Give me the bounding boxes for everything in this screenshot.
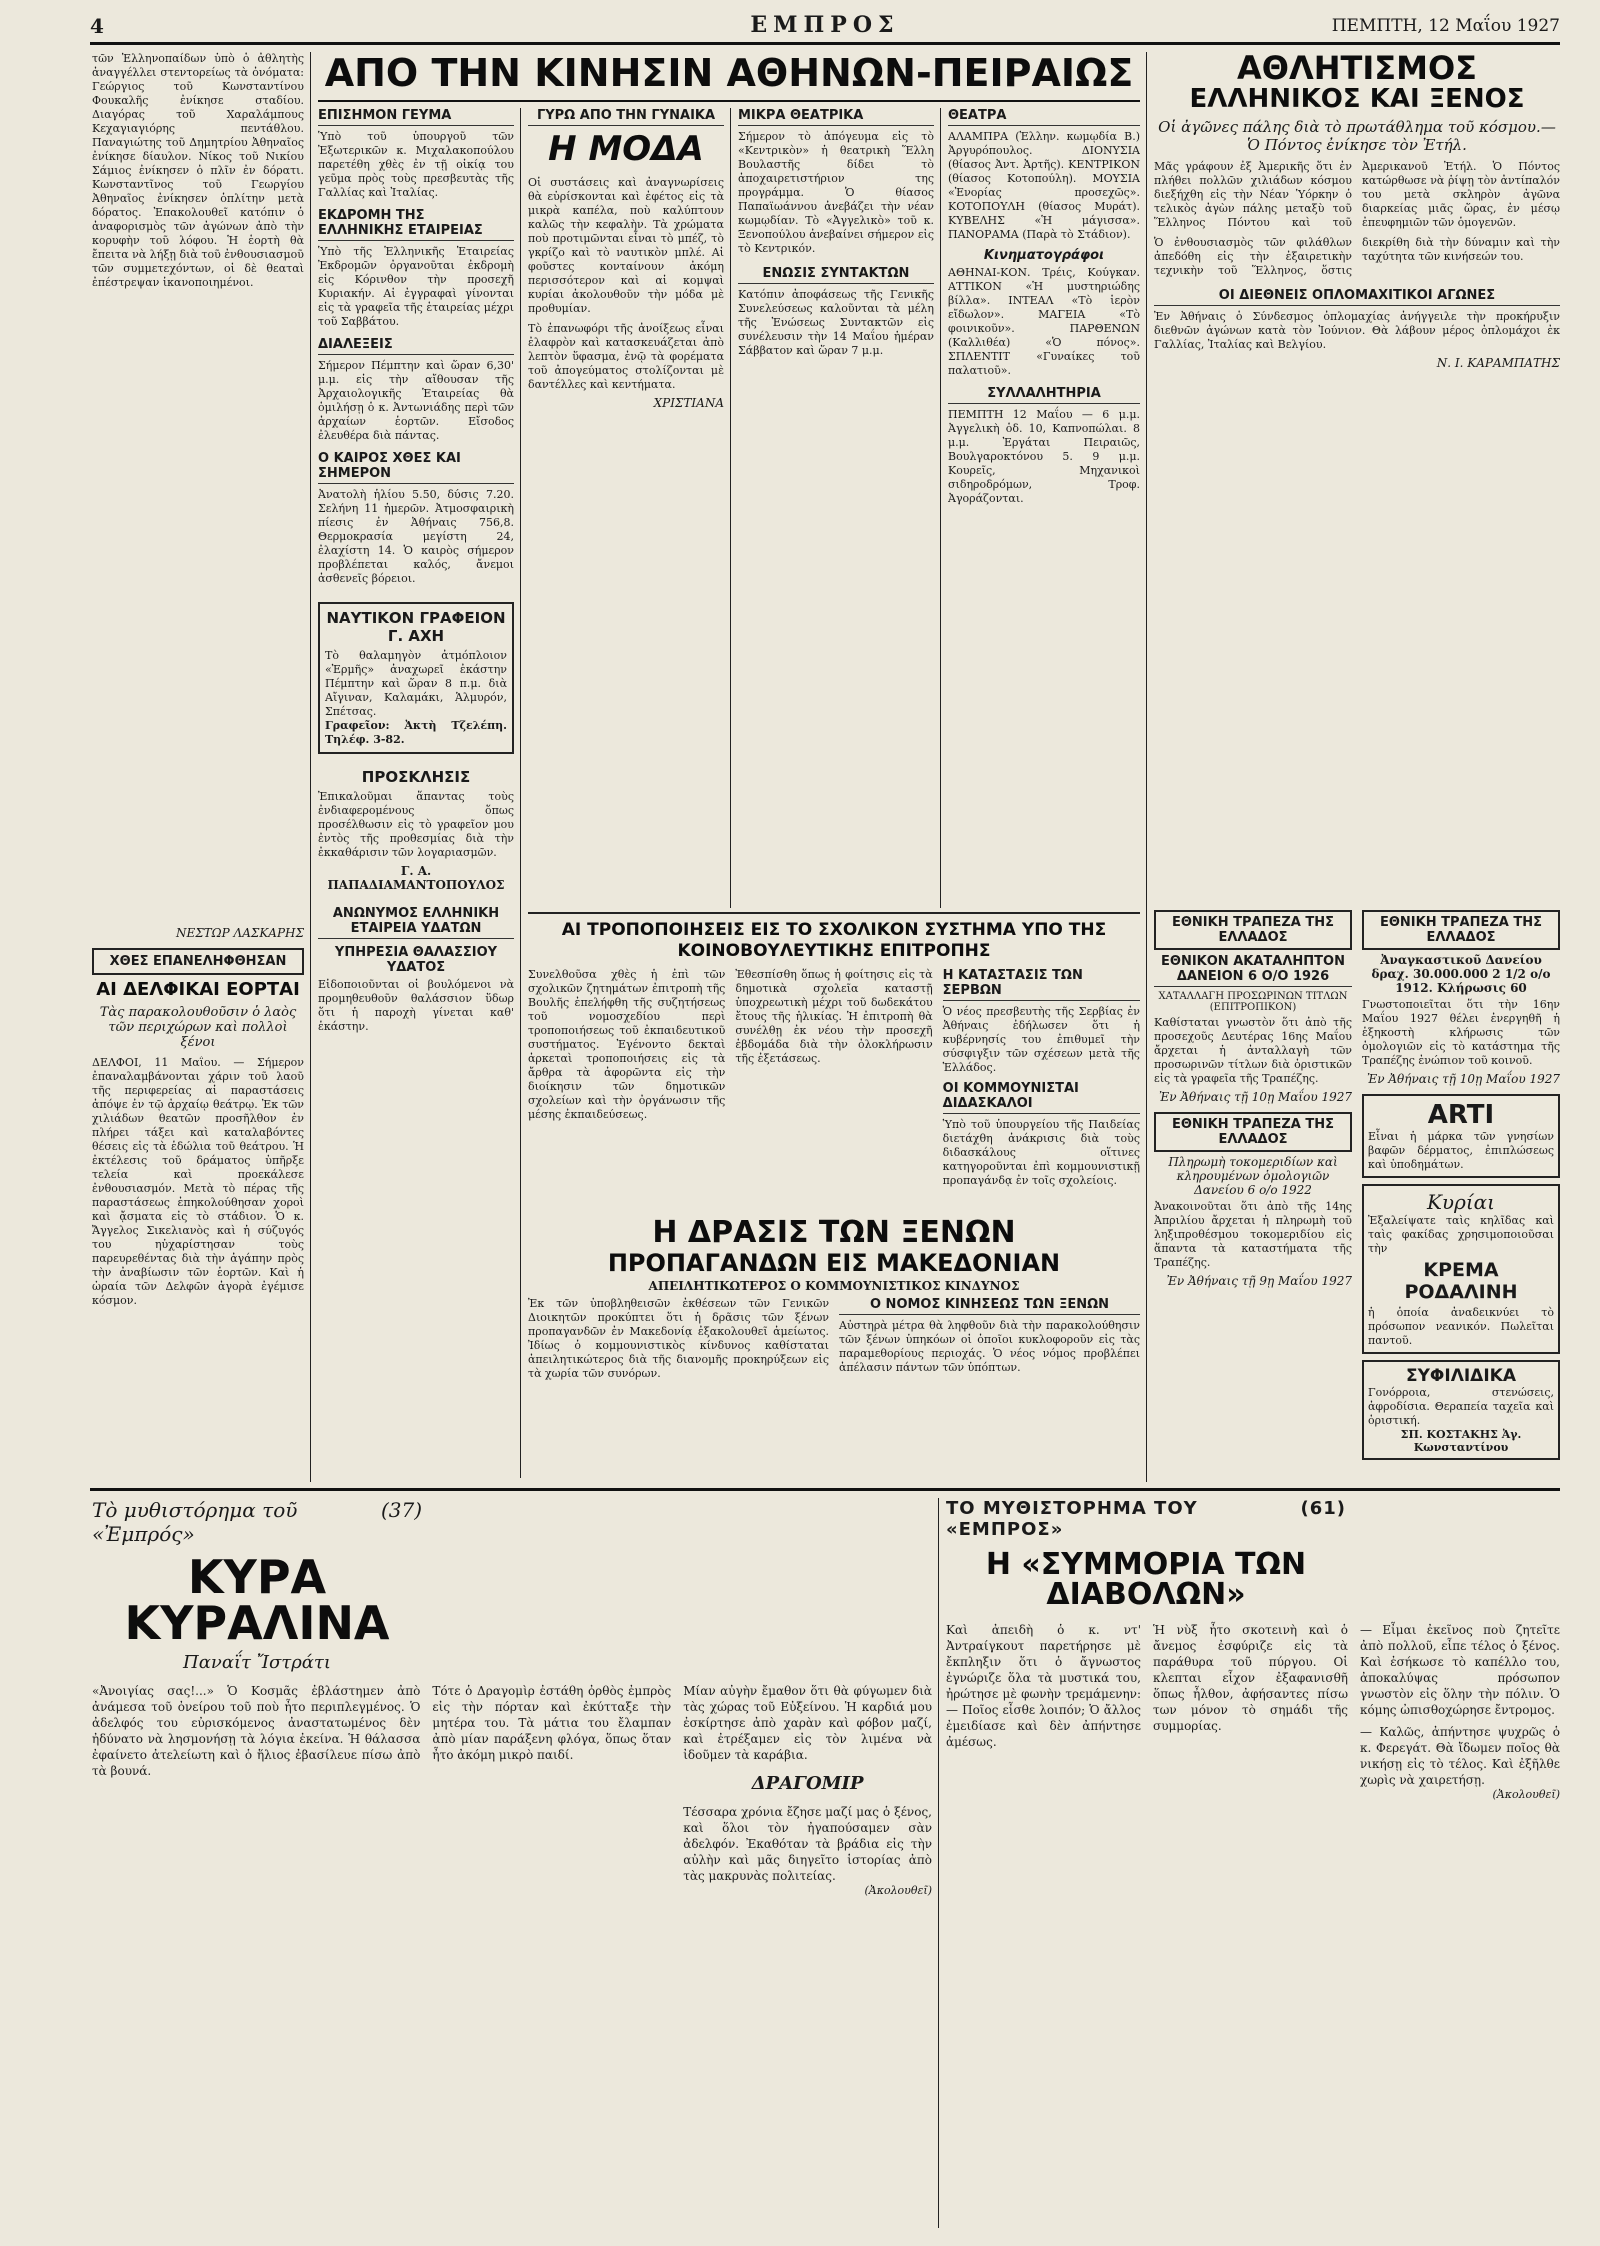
teachers-headline: ΟΙ ΚΟΜΜΟΥΝΙΣΤΑΙ ΔΙΔΑΣΚΑΛΟΙ <box>943 1081 1140 1114</box>
column-divider <box>940 108 941 908</box>
kyriai-headline: Κυρίαι <box>1426 1190 1496 1214</box>
committee-banner: ΑΙ ΤΡΟΠΟΠΟΙΗΣΕΙΣ ΕΙΣ ΤΟ ΣΧΟΛΙΚΟΝ ΣΥΣΤΗΜΑ ΥΠΟ ΤΗΣ ΚΟΙΝΟΒΟΥΛΕΥΤΙΚΗΣ ΕΠΙΤΡΟΠΗΣ <box>561 920 1107 961</box>
propaganda-body <box>528 1297 1140 1381</box>
fashion-signature: ΧΡΙΣΤΙΑΝΑ <box>653 396 724 410</box>
invite-headline: ΠΡΟΣΚΛΗΣΙΣ <box>361 768 471 786</box>
column-divider <box>310 52 311 1482</box>
serial-1-text-3: Μίαν αὐγὴν ἔμαθον ὅτι θὰ φύγωμεν διὰ τὰς χώρας τοῦ Εὐξείνου. Ἡ καρδιά μου ἐσκίρτησε ἀπὸ χαρὰν καὶ φόβον μαζί, καὶ ἐτρέξαμεν εἰς τὸν λιμένα νὰ ἰδοῦμεν τὰ καράβια. <box>683 1684 932 1762</box>
propaganda-banner: Η ΔΡΑΣΙΣ ΤΩΝ ΞΕΝΩΝ <box>652 1218 1016 1250</box>
section-divider <box>528 912 1140 914</box>
bank-subheadline-1: ΕΘΝΙΚΟΝ ΑΚΑΤΑΛΗΠΤΟΝ ΔΑΝΕΙΟΝ 6 Ο/Ο 1926 <box>1154 954 1352 987</box>
main-section-banner: ΑΠΟ ΤΗΝ ΚΙΝΗΣΙΝ ΑΘΗΝΩΝ-ΠΕΙΡΑΙΩΣ <box>318 54 1140 102</box>
column-divider <box>1146 52 1147 1482</box>
text-weather: Ἀνατολὴ ἡλίου 5.50, δύσις 7.20. Σελήνη 11 ἡμερῶν. Ἀτμοσφαιρικὴ πίεσις ἐν Ἀθήναις 756,8. Θερμοκρασία μεγίστη 24, ἐλαχίστη 14. Ὁ καιρὸς σήμερον προβλέπεται καλός, ἄνεμοι ἀσθενεῖς βόρειοι. <box>318 488 514 585</box>
serial-2-col-1 <box>946 1622 1141 1801</box>
serial-1-number: (37) <box>380 1498 422 1522</box>
left-column <box>92 52 304 1482</box>
sports-section <box>1154 52 1560 902</box>
bank-text-2: Ἀνακοινοῦται ὅτι ἀπὸ τῆς 14ης Ἀπριλίου ἄρχεται ἡ πληρωμὴ τοῦ ληξιπροθέσμου τοκομεριδίου εἰς ἅπαντα τὰ καταστήματα τῆς Τραπέζης. <box>1154 1200 1352 1269</box>
serial-1-body <box>92 1683 932 1897</box>
serial-2-col-2 <box>1153 1622 1348 1801</box>
delphi-subheadline: Τὰς παρακολουθοῦσιν ὁ λαὸς τῶν περιχώρων καὶ πολλοὶ ξένοι <box>99 1005 297 1050</box>
theatres-headline: ΘΕΑΤΡΑ <box>948 108 1140 126</box>
nautical-address: Γραφεῖον: Ἀκτὴ Τζελέπη. Τηλέφ. 3-82. <box>325 719 507 746</box>
committee-text-2: Ἐθεσπίσθη ὅπως ἡ φοίτησις εἰς τὰ δημοτικὰ σχολεῖα καταστῇ ὑποχρεωτικὴ μέχρι τοῦ δωδεκάτου ἔτους τῆς ἡλικίας. Ἡ ἐπιτροπὴ θὰ συνέλθῃ ἐκ νέου τὴν προσεχῆ ἑβδομάδα διὰ τὴν ὁλοκλήρωσιν τῆς ἐξετάσεως. <box>735 968 933 1065</box>
propaganda-col-2 <box>839 1297 1140 1381</box>
serial-symmoria <box>946 1498 1560 2228</box>
bank-box-1 <box>1154 910 1352 950</box>
notices-section <box>1154 910 1560 1480</box>
union-headline: ΕΝΩΣΙΣ ΣΥΝΤΑΚΤΩΝ <box>738 266 934 284</box>
bank-subheadline-2: Πληρωμὴ τοκομεριδίων καὶ κληρουμένων ὁμολογιῶν Δανείου 6 ο/ο 1922 <box>1168 1155 1338 1197</box>
serbs-text: Ὁ νέος πρεσβευτὴς τῆς Σερβίας ἐν Ἀθήναις ἐδήλωσεν ὅτι ἡ κυβέρνησίς του ἐπιθυμεῖ τὴν σύσφιγξιν τῶν σχέσεων μετὰ τῆς Ἑλλάδος. <box>942 1005 1140 1074</box>
invite-signature: Γ. Α. ΠΑΠΑΔΙΑΜΑΝΤΟΠΟΥΛΟΣ <box>327 864 505 892</box>
bank-subheadline-1b: ΧΑΤΑΛΛΑΓΗ ΠΡΟΣΩΡΙΝΩΝ ΤΙΤΛΩΝ (ΕΠΙΤΡΟΠΙΚΟΝ) <box>1158 991 1348 1013</box>
syphilis-text: Γονόρροια, στενώσεις, ἀφροδίσια. Θεραπεία ταχεῖα καὶ ὁριστική. <box>1368 1386 1554 1427</box>
serial-2-text-2: Ἡ νὺξ ἦτο σκοτεινὴ καὶ ὁ ἄνεμος ἐσφύριζε εἰς τὰ παράθυρα τοῦ πύργου. Οἱ κλεπται εἶχον ἐξαφανισθῆ ὅπως ἦλθον, ἀφήσαντες πίσω των μόνον τὸ σημάδι τῆς συμμορίας. <box>1153 1623 1348 1733</box>
bank-text-1: Καθίσταται γνωστὸν ὅτι ἀπὸ τῆς προσεχοῦς Δευτέρας 16ης Μαΐου ἄρχεται ἡ ἀνταλλαγὴ τῶν προσωρινῶν τίτλων διὰ ὁριστικῶν εἰς τὰ γραφεῖα τῆς Τραπέζης. <box>1154 1016 1352 1085</box>
serial-1-label: Τὸ μυθιστόρημα τοῦ «Ἐμπρός» <box>92 1498 298 1546</box>
serial-1-text-1: «Ἀνοιγίας σας!...» Ὁ Κοσμᾶς ἐβλάστημεν ἀπὸ ἀνάμεσα τοῦ ὀνείρου τοῦ ποὺ ἦτο περιπλεγμένος. Ὁ ἀδελφός του εὐρισκόμενος ἀναστατωμένος δὲν ἠδύνατο νὰ λησμονήσῃ τὰ λόγια ἐκείνα. Ἡ θάλασσα ἐφαίνετο ἀτελείωτη καὶ ὁ ἥλιος ἐβασίλευε πίσω ἀπὸ τὰ βουνά. <box>92 1684 421 1778</box>
company-headline: ΑΝΩΝΥΜΟΣ ΕΛΛΗΝΙΚΗ ΕΤΑΙΡΕΙΑ ΥΔΑΤΩΝ <box>318 906 514 939</box>
serial-1-chapter-head: ΔΡΑΓΟΜΙΡ <box>751 1773 864 1794</box>
delphi-headline: ΑΙ ΔΕΛΦΙΚΑΙ ΕΟΡΤΑΙ <box>96 979 300 1000</box>
serial-2-text-4: — Καλῶς, ἀπήντησε ψυχρῶς ὁ κ. Φερεγάτ. Θὰ ἴδωμεν ποῖος θὰ νικήσῃ εἰς τὸ τέλος. Καὶ ἐξῆλθε χωρὶς νὰ χαιρετήσῃ. <box>1360 1725 1560 1787</box>
bank-headline-1: ΕΘΝΙΚΗ ΤΡΑΠΕΖΑ ΤΗΣ ΕΛΛΑΔΟΣ <box>1172 915 1334 945</box>
committee-col-2 <box>735 968 932 1188</box>
syphilis-headline: ΣΥΦΙΛΙΔΙΚΑ <box>1406 1366 1516 1386</box>
column-divider <box>938 1498 939 2228</box>
cinemas-headline: Κινηματογράφοι <box>983 248 1105 263</box>
serial-2-text-1: Καὶ ἀπειδὴ ὁ κ. ντ' Ἀντραίγκουτ παρετήρησε μὲ ἔκπληξιν ὅτι ὁ ἄγνωστος ἐγνώριζε ὅλα τὰ μυστικά του, ἠρώτησε μὲ φωνὴν τρεμάμενην: — Ποῖος εἶσθε λοιπόν; Ὁ ἄλλος ἐμειδίασε καὶ δὲν ἀπήντησε ἀμέσως. <box>946 1623 1141 1749</box>
fashion-kicker: ΓΥΡΩ ΑΠΟ ΤΗΝ ΓΥΝΑΙΚΑ <box>528 108 724 126</box>
theatres-text: ΑΛΑΜΠΡΑ (Ἑλλην. κωμῳδία Β.) Ἀργυρόπουλος. ΔΙΟΝΥΣΙΑ (θίασος Ἀντ. Ἀρτῆς). ΚΕΝΤΡΙΚΟΝ (θίασος Κοτοπούλη). ΜΟΥΣΙΑ «Ἐνορίας προσεχῶς». ΚΟΤΟΠΟΥΛΗ (θίασος Μυράτ). ΚΥΒΕΛΗΣ «Ἡ μάγισσα». ΠΑΝΟΡΑΜΑ (Παρὰ τὸ Στάδιον). <box>948 130 1140 241</box>
theatre-news-headline: ΜΙΚΡΑ ΘΕΑΤΡΙΚΑ <box>738 108 934 126</box>
bank-box-3 <box>1362 910 1560 950</box>
notices-left <box>1154 910 1352 1480</box>
sports-signature: Ν. Ι. ΚΑΡΑΜΠΑΤΗΣ <box>1436 356 1560 370</box>
headline-weather: Ο ΚΑΙΡΟΣ ΧΘΕΣ ΚΑΙ ΣΗΜΕΡΟΝ <box>318 451 514 484</box>
serbs-headline: Η ΚΑΤΑΣΤΑΣΙΣ ΤΩΝ ΣΕΡΒΩΝ <box>943 968 1140 1001</box>
column-c <box>738 108 934 908</box>
column-a <box>318 108 514 1478</box>
fashion-text-1: Οἱ συστάσεις καὶ ἀναγνωρίσεις θὰ εὑρίσκονται καὶ ἐφέτος εἰς τὰ μικρὰ καπέλα, ποὺ καλύπτουν καλῶς τὴν κεφαλὴν. Τὰ χρώματα ποὺ προτιμῶνται εἶναι τὸ μπέζ, τὸ γκρίζο καὶ τὸ ναυτικὸν μπλέ. Αἱ φοῦστες κονταίνουν ἀκόμη περισσότερον καὶ αἱ κομψαὶ κυρίαι ἀκολουθοῦν τὴν μόδα μὲ προθυμίαν. <box>528 176 724 315</box>
nautical-headline: ΝΑΥΤΙΚΟΝ ΓΡΑΦΕΙΟΝ Γ. ΑΧΗ <box>326 609 506 645</box>
text-lectures: Σήμερον Πέμπτην καὶ ὥραν 6,30' μ.μ. εἰς τὴν αἴθουσαν τῆς Ἀρχαιολογικῆς Ἑταιρείας θὰ ὁμιλήσῃ ὁ κ. Ἀντωνιάδης περὶ τῶν ἀρχαίων ἑορτῶν. Εἴσοδος ἐλευθέρα διὰ πάντας. <box>318 359 514 442</box>
committee-body <box>528 968 1140 1188</box>
intro-text: τῶν Ἑλληνοπαίδων ὑπὸ ὁ ἀθλητὴς ἀναγγέλλει στεντορείως τὰ ὀνόματα: Γεώργιος τοῦ Κωνσταντίνου Φουκαλῆς ἐνίκησε σταδίου. Διαγόρας τοῦ Χαραλάμπους Κεχαγιαγιόρης πεντάθλου. Παναγιώτης τοῦ Δημητρίου Ἀθηναῖος ἐνίκησε δίαυλον. Νίκος τοῦ Νικίου Σάμιος ἐνίκησεν ὁ πλῖν ἐν δόρατι. Κωνσταντῖνος τοῦ Γεωργίου Ἀθηναῖος ἐνίκησεν ὁπλίτην μετὰ δόρατος. Ἐπακολουθεῖ κατόπιν ὁ ἀναφορισμὸς τῶν ἀγώνων ἀπὸ τὴν κορυφὴν τοῦ λόφου. Ἡ ἑορτὴ θὰ ἔπειτα νὰ λήξῃ διὰ τοῦ ἐνθουσιασμοῦ τῶν συμμετεχόντων, οἱ δὲ θεαταὶ ἐπέστρεψαν ἱκανοποιημένοι. <box>92 52 304 289</box>
serial-1-author: Παναΐτ Ἴστράτι <box>183 1652 331 1673</box>
column-d <box>948 108 1140 908</box>
masthead: ΕΜΠΡΟΣ <box>750 12 900 38</box>
author-signature: ΝΕΣΤΩΡ ΛΑΣΚΑΡΗΣ <box>175 926 304 940</box>
meetings-headline: ΣΥΛΛΑΛΗΤΗΡΙΑ <box>948 386 1140 404</box>
serials-divider <box>90 1488 1560 1491</box>
sports-text-2: Ὁ ἐνθουσιασμὸς τῶν φιλάθλων ἀπεδόθη εἰς τὴν ἐξαιρετικὴν τεχνικὴν τοῦ Ἕλληνος, ὅστις διεκρίθη διὰ τὴν δύναμιν καὶ τὴν ταχύτητα τῶν κινήσεών του. <box>1154 236 1560 277</box>
arti-text: Εἶναι ἡ μάρκα τῶν γνησίων βαφῶν δέρματος, ἐπιπλώσεως καὶ ὑποδημάτων. <box>1368 1130 1554 1171</box>
serial-2-label: ΤΟ ΜΥΘΙΣΤΟΡΗΜΑ ΤΟΥ «ΕΜΠΡΟΣ» <box>946 1498 1198 1540</box>
headline-dinner: ΕΠΙΣΗΜΟΝ ΓΕΥΜΑ <box>318 108 514 126</box>
bank-headline-2: ΕΘΝΙΚΗ ΤΡΑΠΕΖΑ ΤΗΣ ΕΛΛΑΔΟΣ <box>1172 1117 1334 1147</box>
serial-1-closer: (Ἀκολουθεῖ) <box>864 1884 932 1897</box>
text-excursion: Ὑπὸ τῆς Ἑλληνικῆς Ἑταιρείας Ἐκδρομῶν ὀργανοῦται ἐκδρομὴ εἰς Κόρινθον τὴν προσεχῆ Κυριακήν. Αἱ ἐγγραφαὶ γίνονται εἰς τὰ γραφεῖα τῆς ἑταιρείας μέχρι τοῦ Σαββάτου. <box>318 245 514 328</box>
teachers-text: Ὑπὸ τοῦ ὑπουργείου τῆς Παιδείας διετάχθη ἀνάκρισις διὰ τοὺς διδασκάλους οἵτινες κατηγοροῦνται ἐπὶ κομμουνιστικῇ προπαγάνδᾳ ἐν τοῖς σχολείοις. <box>942 1118 1140 1187</box>
invite-text: Ἐπικαλοῦμαι ἅπαντας τοὺς ἐνδιαφερομένους ὅπως προσέλθωσιν εἰς τὸ γραφεῖον μου ἐντὸς τῆς προθεσμίας διὰ τὴν ἐκκαθάρισιν τῶν λογαριασμῶν. <box>318 790 514 859</box>
fencing-headline: ΟΙ ΔΙΕΘΝΕΙΣ ΟΠΛΟΜΑΧΙΤΙΚΟΙ ΑΓΩΝΕΣ <box>1154 288 1560 306</box>
page-header <box>90 12 1560 45</box>
krema-text: ἡ ὁποία ἀναδεικνύει τὸ πρόσωπον νεανικόν. Πωλεῖται παντοῦ. <box>1368 1306 1554 1347</box>
column-divider <box>730 108 731 908</box>
bank-date-2: Ἐν Ἀθήναις τῇ 9ῃ Μαΐου 1927 <box>1166 1274 1352 1288</box>
fashion-text-2: Τὸ ἐπανωφόρι τῆς ἀνοίξεως εἶναι ἐλαφρὸν καὶ κατασκευάζεται ἀπὸ λεπτὸν ὕφασμα, ἐνῷ τὰ φορέματα τοῦ ἀπογεύματος στολίζονται μὲ δαντέλλες καὶ κεντήματα. <box>528 322 724 391</box>
text-dinner: Ὑπὸ τοῦ ὑπουργοῦ τῶν Ἐξωτερικῶν κ. Μιχαλακοπούλου παρετέθη χθὲς ἐν τῇ οἰκίᾳ του γεῦμα πρὸς τοὺς πρεσβευτὰς τῆς Γαλλίας καὶ Ἰταλίας. <box>318 130 514 199</box>
serial-1-col-3 <box>683 1683 932 1897</box>
serial-2-number: (61) <box>1300 1498 1346 1519</box>
sports-banner: ΑΘΛΗΤΙΣΜΟΣ <box>1236 52 1477 87</box>
nautical-ad <box>318 602 514 754</box>
serial-1-col-2 <box>432 1683 671 1897</box>
aliens-law-text: Αὐστηρὰ μέτρα θὰ ληφθοῦν διὰ τὴν παρακολούθησιν τῶν ξένων ὑπηκόων οἱ ὁποῖοι κυκλοφοροῦν εἰς τὰς παραμεθορίους περιοχάς. Ὁ νέος νόμος προβλέπει ἀπέλασιν πάντων τῶν ὑπόπτων. <box>839 1319 1140 1374</box>
committee-col-1 <box>528 968 725 1188</box>
serial-2-label-row <box>946 1498 1346 1540</box>
krema-headline: ΚΡΕΜΑ ΡΟΔΑΛΙΝΗ <box>1404 1259 1518 1303</box>
serial-kyra-kyralina <box>92 1498 932 2228</box>
notices-right <box>1362 910 1560 1480</box>
issue-date: ΠΕΜΠΤΗ, 12 Μαΐου 1927 <box>1331 16 1560 36</box>
sports-text: Μᾶς γράφουν ἐξ Ἀμερικῆς ὅτι ἐν πλήθει πολλῶν χιλιάδων κόσμου διεξήχθη εἰς τὴν Νέαν Ὑόρκην ὁ τελικὸς ἀγὼν πάλης μεταξὺ τοῦ Ἕλληνος Πόντου καὶ τοῦ Ἀμερικανοῦ Ἐτήλ. Ὁ Πόντος κατώρθωσε νὰ ῥίψῃ τὸν ἀντίπαλόν του μετὰ σκληρὸν ἀγῶνα διαρκείας μιᾶς ὥρας, ἐν μέσῳ ἐπευφημιῶν τῶν ὁμογενῶν. <box>1154 160 1560 229</box>
krema-ad <box>1362 1184 1560 1354</box>
serial-2-closer: (Ἀκολουθεῖ) <box>1492 1788 1560 1801</box>
bank-box-2 <box>1154 1112 1352 1152</box>
aliens-law-headline: Ο ΝΟΜΟΣ ΚΙΝΗΣΕΩΣ ΤΩΝ ΞΕΝΩΝ <box>839 1297 1140 1315</box>
company-subheadline: ΥΠΗΡΕΣΙΑ ΘΑΛΑΣΣΙΟΥ ΥΔΑΤΟΣ <box>334 945 498 975</box>
delphi-text: ΔΕΛΦΟΙ, 11 Μαΐου. — Σήμερον ἐπαναλαμβάνονται χάριν τοῦ λαοῦ τῆς περιφερείας αἱ παραστάσεις ἀπόψε ἐν τῷ ἀρχαίῳ θεάτρῳ. Ἐκ τῶν χιλιάδων θεατῶν προσῆλθον ἐν πλήρει τάξει καὶ καταλαβόντες θέσεις εἰς τὰ ἑδώλια τοῦ θεάτρου. Ἡ ἐκτέλεσις τοῦ δράματος ὑπῆρξε τελεία καὶ προεκάλεσε ἐνθουσιασμόν. Μετὰ τὸ πέρας τῆς παραστάσεως ἐπηκολούθησαν χοροὶ καὶ ᾄσματα εἰς τὸ στάδιον. Ὁ κ. Ἄγγελος Σικελιανὸς καὶ ἡ σύζυγός του ηὐχαρίστησαν τοὺς παρευρεθέντας διὰ τὴν ἀγάπην πρὸς τὴν ἀναβίωσιν τῶν ἑορτῶν. Καὶ ἡ ὡραία τῶν Δελφῶν ἀγορὰ ἐγέμισε κόσμον. <box>92 1056 304 1307</box>
fencing-text: Ἐν Ἀθήναις ὁ Σύνδεσμος ὀπλομαχίας ἀνήγγειλε τὴν προκήρυξιν διεθνῶν ἀγώνων κατὰ τὸν Ἰούνιον. Θὰ λάβουν μέρος ὀπλομάχοι ἐκ Γαλλίας, Ἰταλίας καὶ Βελγίου. <box>1154 310 1560 351</box>
arti-ad <box>1362 1094 1560 1178</box>
serial-1-label-row <box>92 1498 422 1546</box>
committee-text-1: Συνελθοῦσα χθὲς ἡ ἐπὶ τῶν σχολικῶν ζητημάτων ἐπιτροπὴ τῆς Βουλῆς ἐπελήφθη τῆς συζητήσεως τοῦ νομοσχεδίου περὶ τροποποιήσεως τοῦ ἐκπαιδευτικοῦ συστήματος. Ἐγένοντο δεκταὶ ἀρκεταὶ τροποποιήσεις εἰς τὰ ἄρθρα τὰ ἀφορῶντα εἰς τὴν διοίκησιν τῶν δημοτικῶν σχολείων καὶ τὴν ὀργάνωσιν τῆς μέσης ἐκπαιδεύσεως. <box>528 968 726 1121</box>
delphi-box <box>92 948 304 975</box>
committee-section <box>528 920 1140 1210</box>
serial-1-text-4: Τέσσαρα χρόνια ἔζησε μαζί μας ὁ ξένος, καὶ ὅλοι τὸν ἠγαπούσαμεν σὰν ἀδελφόν. Ἐκαθόταν τὰ βράδια εἰς τὴν αὐλὴν καὶ μᾶς διηγεῖτο ἱστορίας ἀπὸ τὰς μακρυνὰς πολιτείας. <box>683 1805 932 1883</box>
boxed-headline: ΧΘΕΣ ΕΠΑΝΕΛΗΦΘΗΣΑΝ <box>109 954 287 969</box>
propaganda-subheadline: ΑΠΕΙΛΗΤΙΚΩΤΕΡΟΣ Ο ΚΟΜΜΟΥΝΙΣΤΙΚΟΣ ΚΙΝΔΥΝΟΣ <box>648 1279 1020 1293</box>
bank-text-3: Γνωστοποιεῖται ὅτι τὴν 16ην Μαΐου 1927 θέλει ἐνεργηθῆ ἡ ἑξηκοστὴ κλήρωσις τῶν ὁμολογιῶν εἰς τὸ κατάστημα τῆς Τραπέζης ἐνώπιον τοῦ κοινοῦ. <box>1362 998 1560 1067</box>
serial-2-text-3: — Εἶμαι ἐκεῖνος ποὺ ζητεῖτε ἀπὸ πολλοῦ, εἶπε τέλος ὁ ξένος. Καὶ ἐσήκωσε τὸ καπέλλο του, ἀποκαλύψας πρόσωπον γνωστὸν εἰς ὅλην τὴν πόλιν. Ὁ κόμης ὠπισθοχώρησε ἔντρομος. <box>1360 1623 1560 1717</box>
bank-subheadline-3: Ἀναγκαστικοῦ Δανείου δραχ. 30.000.000 2 1/2 ο/ο 1912. Κλήρωσις 60 <box>1371 953 1551 995</box>
serial-1-title: ΚΥΡΑ ΚΥΡΑΛΙΝΑ <box>124 1550 390 1650</box>
headline-lectures: ΔΙΑΛΕΞΕΙΣ <box>318 337 514 355</box>
cinemas-text: ΑΘΗΝΑΙ-ΚΟΝ. Τρέις, Κούγκαν. ΑΤΤΙΚΟΝ «Ἡ μυστηριώδης βίλλα». ΙΝΤΕΑΛ «Τὸ ἱερὸν εἴδωλον». ΜΑΓΕΙΑ «Τὸ φοινικοῦν». ΠΑΡΘΕΝΩΝ (Καλλιθέα) «Ὁ πόνος». ΣΠΛΕΝΤΙΤ «Γυναίκες τοῦ παλατιοῦ». <box>948 266 1140 377</box>
page-number: 4 <box>90 14 104 38</box>
sports-subheadline: Οἱ ἀγῶνες πάλης διὰ τὸ πρωτάθλημα τοῦ κόσμου.— Ὁ Πόντος ἐνίκησε τὸν Ἐτήλ. <box>1158 118 1556 154</box>
bank-date-1: Ἐν Ἀθήναις τῇ 10ῃ Μαΐου 1927 <box>1159 1090 1352 1104</box>
committee-col-3 <box>943 968 1140 1188</box>
sports-banner-sub: ΕΛΛΗΝΙΚΟΣ ΚΑΙ ΞΕΝΟΣ <box>1189 84 1525 114</box>
syphilis-ad <box>1362 1360 1560 1460</box>
serial-1-col-1 <box>92 1683 420 1897</box>
fashion-banner: Η ΜΟΔΑ <box>548 129 704 169</box>
propaganda-section <box>528 1218 1140 1480</box>
kyriai-text: Ἐξαλείψατε ταὶς κηλῖδας καὶ ταὶς φακίδας χρησιμοποιοῦσαι τὴν <box>1368 1214 1554 1255</box>
propaganda-text-1: Ἐκ τῶν ὑποβληθεισῶν ἐκθέσεων τῶν Γενικῶν Διοικητῶν προκύπτει ὅτι ἡ δρᾶσις τῶν ξένων προπαγανδῶν ἐν Μακεδονίᾳ ἐξακολουθεῖ ἀμείωτος. Ἰδίως ὁ κομμουνιστικὸς κίνδυνος καθίσταται ἀπειλητικώτερος διὰ τῆς διανομῆς προκηρύξεων εἰς τὰ χωρία τῶν συνόρων. <box>528 1297 829 1380</box>
column-divider <box>520 108 521 1478</box>
company-text: Εἰδοποιοῦνται οἱ βουλόμενοι νὰ προμηθευθοῦν θαλάσσιον ὕδωρ ὅτι ἡ παροχὴ γίνεται καθ' ἑκάστην. <box>318 978 514 1033</box>
arti-logo: ARTI <box>1427 1100 1495 1130</box>
nautical-text: Τὸ θαλαμηγὸν ἀτμόπλοιον «Ἑρμῆς» ἀναχωρεῖ ἐκάστην Πέμπτην καὶ ὥραν 8 π.μ. διὰ Αἴγιναν, Καλαμάκι, Ἁλμυρόν, Σπέτσας. <box>325 649 507 718</box>
bank-date-3: Ἐν Ἀθήναις τῇ 10ῃ Μαΐου 1927 <box>1367 1072 1560 1086</box>
headline-excursion: ΕΚΔΡΟΜΗ ΤΗΣ ΕΛΛΗΝΙΚΗΣ ΕΤΑΙΡΕΙΑΣ <box>318 208 514 241</box>
union-text: Κατόπιν ἀποφάσεως τῆς Γενικῆς Συνελεύσεως καλοῦνται τὰ μέλη τῆς Ἑνώσεως Συντακτῶν εἰς συνέλευσιν τὴν 14 Μαΐου ἡμέραν Σάββατον καὶ ὥραν 7 μ.μ. <box>738 288 934 357</box>
bank-headline-3: ΕΘΝΙΚΗ ΤΡΑΠΕΖΑ ΤΗΣ ΕΛΛΑΔΟΣ <box>1380 915 1542 945</box>
serial-2-title: Η «ΣΥΜΜΟΡΙΑ ΤΩΝ ΔΙΑΒΟΛΩΝ» <box>985 1547 1307 1612</box>
meetings-text: ΠΕΜΠΤΗ 12 Μαΐου — 6 μ.μ. Ἀγγελικὴ ὁδ. 10, Καπνοπώλαι. 8 μ.μ. Ἐργάται Πειραιῶς, Βουλγαροκτόνου 5. 9 μ.μ. Κουρεῖς, Μηχανικοὶ σιδηροδρόμων, Τροφ. Ἀγοράζονται. <box>948 408 1140 505</box>
serial-1-text-2: Τότε ὁ Δραγομὶρ ἐστάθη ὀρθὸς ἐμπρὸς εἰς τὴν πόρταν καὶ ἐκύτταξε τὴν μητέρα του. Τὰ μάτια του ἔλαμπαν ἀπὸ μίαν παράξενη φλόγα, ὅπως ὅταν ἦτο ἀκόμη μικρὸ παιδί. <box>432 1684 672 1762</box>
column-b <box>528 108 724 908</box>
theatre-news-text: Σήμερον τὸ ἀπόγευμα εἰς τὸ «Κεντρικὸν» ἡ θεατρικὴ Ἕλλη Βουλαστῆς δίδει τὸ ἀποχαιρετιστήριον της προγράμμα. Ὁ θίασος Παπαϊωάννου ἀνεβάζει τὴν νέαν κωμῳδίαν. Τὸ «Ἀγγελικὸ» τοῦ κ. Ξενοπούλου ἀνεβαίνει σήμερον εἰς τὸ Κεντρικόν. <box>738 130 934 255</box>
serial-2-col-3 <box>1360 1622 1560 1801</box>
propaganda-banner-sub: ΠΡΟΠΑΓΑΝΔΩΝ ΕΙΣ ΜΑΚΕΔΟΝΙΑΝ <box>607 1249 1061 1277</box>
serial-2-body <box>946 1622 1560 1801</box>
syphilis-address: ΣΠ. ΚΟΣΤΑΚΗΣ Ἀγ. Κωνσταντίνου <box>1400 1428 1522 1454</box>
